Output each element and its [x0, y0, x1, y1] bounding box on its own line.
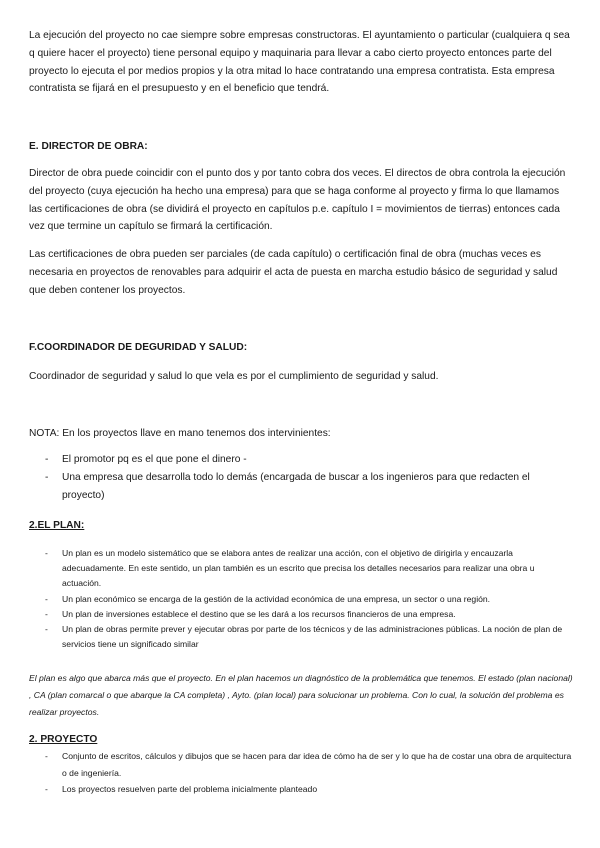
nota-list — [29, 451, 574, 504]
section-e-heading: E. DIRECTOR DE OBRA: — [29, 141, 148, 152]
list-item: - Un plan de obras permite prever y ejecutar obras por parte de los técnicos y de las administraciones públicas. La noción de plan de servicios tiene un significado similar — [45, 624, 563, 650]
plan-italic-note: El plan es algo que abarca más que el proyecto. En el plan hacemos un diagnóstico de la problemática que tenemos. El estado (plan nacional) , CA (plan comarcal o que abarque la CA completa) , Ayto. (plan local) para solucionar un problema. Con lo cual, la solución del problema es realizar proyectos. — [29, 673, 573, 717]
section-f-heading: F.COORDINADOR DE DEGURIDAD Y SALUD: — [29, 342, 248, 353]
bullet-dash: - — [45, 751, 48, 761]
list-item: - Un plan de inversiones establece el destino que se les dará a los recursos financieros de una empresa. — [29, 607, 574, 622]
list-item: - El promotor pq es el que pone el dinero - — [29, 451, 574, 469]
list-item: - Un plan económico se encarga de la gestión de la actividad económica de una empresa, un sector o una región. — [29, 592, 574, 607]
plan-heading: 2.EL PLAN: — [29, 520, 85, 531]
section-e-paragraph-2: Las certificaciones de obra pueden ser parciales (de cada capítulo) o certificación final de obra (muchas veces es necesaria en proyectos de renovables para adquirir el acta de puesta en marcha estudio básico de seguridad y salud que deben contener los proyectos. — [29, 249, 558, 296]
list-item: - Conjunto de escritos, cálculos y dibujos que se hacen para dar idea de cómo ha de ser y lo que ha de costar una obra de arquitectura o de ingeniería. — [29, 748, 574, 781]
bullet-dash: - — [45, 608, 48, 619]
nota-text: NOTA: En los proyectos llave en mano tenemos dos intervinientes: — [29, 428, 331, 439]
list-item: - Los proyectos resuelven parte del problema inicialmente planteado — [29, 781, 574, 798]
section-f-paragraph: Coordinador de seguridad y salud lo que vela es por el cumplimiento de seguridad y salud. — [29, 371, 439, 382]
plan-list — [29, 546, 574, 652]
intro-paragraph: La ejecución del proyecto no cae siempre sobre empresas constructoras. El ayuntamiento o particular (cualquiera q sea q quiere hacer el proyecto) tiene personal equipo y maquinaria para llevar a cabo cierto proyecto entonces parte del proyecto lo ejecuta el por medios propios y la otra mitad lo hace contratando una empresa contratista. Esta empresa contratista se fijará en el presupuesto y en el beneficio que tendrá. — [29, 30, 570, 95]
proyecto-list — [29, 748, 574, 798]
bullet-dash: - — [45, 471, 49, 483]
bullet-dash: - — [45, 593, 48, 604]
list-item: - Una empresa que desarrolla todo lo demás (encargada de buscar a los ingenieros para que redacten el proyecto) — [29, 469, 574, 505]
bullet-dash: - — [45, 624, 48, 635]
bullet-dash: - — [45, 454, 49, 465]
proyecto-heading: 2. PROYECTO — [29, 734, 98, 745]
list-item: - Un plan es un modelo sistemático que se elabora antes de realizar una acción, con el objetivo de dirigirla y encauzarla adecuadamente. En este sentido, un plan también es un escrito que precisa los detalles necesarios para realizar una obra u actuación. — [45, 548, 535, 589]
bullet-dash: - — [45, 548, 48, 558]
section-e-paragraph-1: Director de obra puede coincidir con el punto dos y por tanto cobra dos veces. El directos de obra controla la ejecución del proyecto (cuya ejecución ha hecho una empresa) para que se haga conforme al proyecto y firma lo que llamamos las certificaciones de obra (se dividirá el proyecto en capítulos p.e. capítulo I = movimientos de tierras) entonces cada vez que termine un capítulo se firmará la certificación. — [29, 168, 566, 233]
bullet-dash: - — [45, 784, 48, 794]
